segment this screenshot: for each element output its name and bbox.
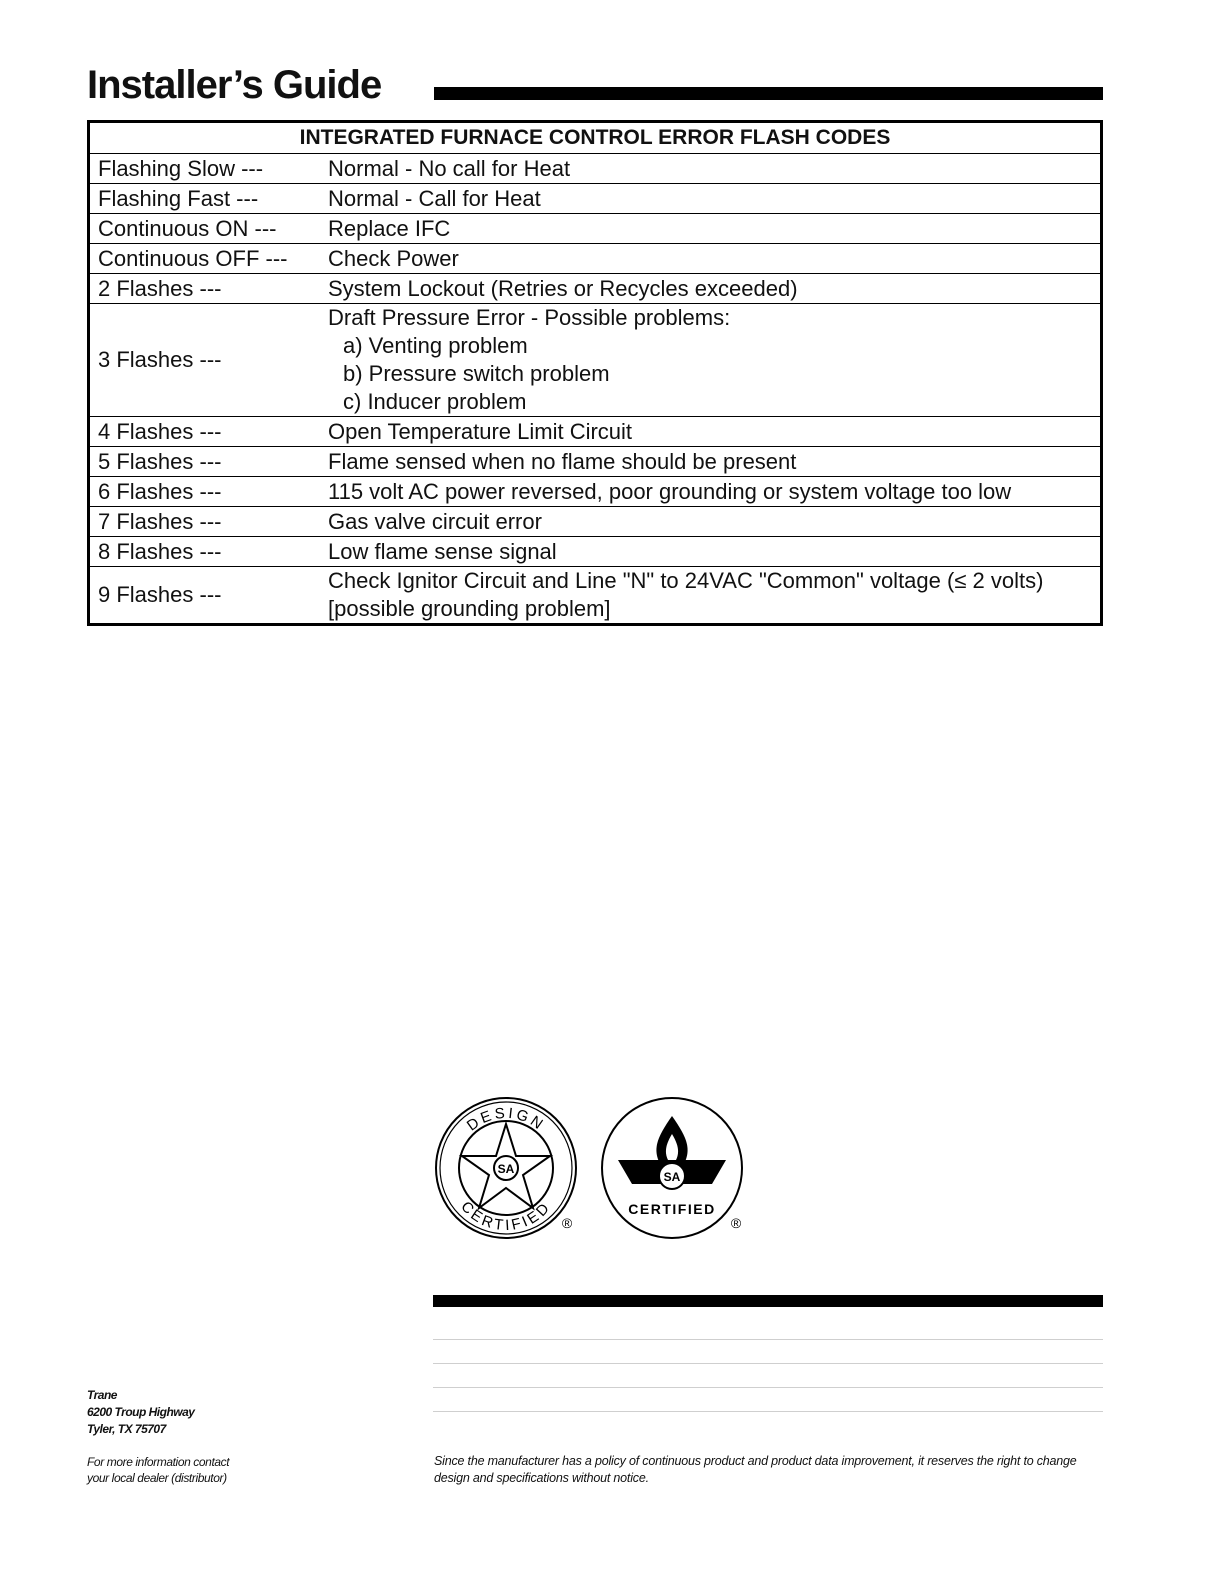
table-row <box>89 567 1102 625</box>
description-line: Check Power <box>328 245 459 271</box>
table-row <box>89 304 1102 417</box>
description-line: c) Inducer problem <box>343 389 527 414</box>
table-heading: INTEGRATED FURNACE CONTROL ERROR FLASH CODES <box>89 122 1102 154</box>
flash-code: Flashing Fast --- <box>89 184 321 214</box>
description-line: a) Venting problem <box>343 333 528 358</box>
contact-line: For more information contact <box>87 1455 230 1469</box>
footer-thin-rule <box>433 1387 1103 1388</box>
table-row <box>89 537 1102 567</box>
description-line: Gas valve circuit error <box>328 508 542 534</box>
svg-text:SA: SA <box>497 1162 515 1176</box>
svg-text:CERTIFIED: CERTIFIED <box>457 1198 555 1235</box>
csa-gas-certified-seal <box>600 1096 745 1241</box>
page-header <box>87 62 1103 108</box>
svg-text:®: ® <box>730 1215 742 1231</box>
company-city: Tyler, TX 75707 <box>87 1422 166 1436</box>
description-line: b) Pressure switch problem <box>343 361 610 386</box>
flash-description <box>320 507 1102 537</box>
flash-code: Continuous OFF --- <box>89 244 321 274</box>
table-row <box>89 214 1102 244</box>
footer-thin-rule <box>433 1363 1103 1364</box>
company-address <box>87 1387 194 1438</box>
footer-rule <box>433 1295 1103 1307</box>
table-row <box>89 447 1102 477</box>
description-line: Low flame sense signal <box>328 538 557 564</box>
flash-description <box>320 304 1102 417</box>
contact-note <box>87 1454 229 1486</box>
svg-text:CERTIFIED: CERTIFIED <box>628 1201 716 1217</box>
description-line: Normal - Call for Heat <box>328 185 541 211</box>
flash-code: 9 Flashes --- <box>89 567 321 625</box>
table-row <box>89 477 1102 507</box>
page-title: Installer’s Guide <box>87 63 382 107</box>
description-line: Flame sensed when no flame should be present <box>328 448 797 474</box>
description-line: Draft Pressure Error - Possible problems: <box>328 305 731 330</box>
csa-design-certified-seal <box>434 1096 579 1241</box>
description-line: System Lockout (Retries or Recycles exceeded) <box>328 275 798 301</box>
contact-line: your local dealer (distributor) <box>87 1471 227 1485</box>
flash-description <box>320 154 1102 184</box>
table-row <box>89 154 1102 184</box>
flash-description <box>320 184 1102 214</box>
svg-text:®: ® <box>561 1215 573 1231</box>
table-row <box>89 244 1102 274</box>
flash-code: 2 Flashes --- <box>89 274 321 304</box>
flash-code: Continuous ON --- <box>89 214 321 244</box>
flash-description <box>320 214 1102 244</box>
disclaimer-text: Since the manufacturer has a policy of continuous product and product data improvement, it reserves the right to change design and specifications without notice. <box>434 1454 1077 1485</box>
description-line: Normal - No call for Heat <box>328 155 571 181</box>
footer-thin-rule <box>433 1411 1103 1412</box>
flash-description <box>320 417 1102 447</box>
flash-description <box>320 567 1102 625</box>
description-line: Open Temperature Limit Circuit <box>328 418 633 444</box>
description-line: Replace IFC <box>328 215 451 241</box>
flash-code: 8 Flashes --- <box>89 537 321 567</box>
footer-thin-rule <box>433 1339 1103 1340</box>
company-street: 6200 Troup Highway <box>87 1405 195 1419</box>
flash-code: 5 Flashes --- <box>89 447 321 477</box>
flash-code: 6 Flashes --- <box>89 477 321 507</box>
description-line: Check Ignitor Circuit and Line "N" to 24VAC "Common" voltage (≤ 2 volts) <box>328 568 1044 593</box>
flash-code: Flashing Slow --- <box>89 154 321 184</box>
flash-description <box>320 274 1102 304</box>
flash-code: 4 Flashes --- <box>89 417 321 447</box>
table-row <box>89 417 1102 447</box>
table-row <box>89 507 1102 537</box>
svg-text:DESIGN: DESIGN <box>463 1104 549 1135</box>
table-row <box>89 274 1102 304</box>
flash-codes-table <box>87 120 1103 626</box>
flash-description <box>320 477 1102 507</box>
flash-description <box>320 537 1102 567</box>
flash-description <box>320 244 1102 274</box>
description-line: 115 volt AC power reversed, poor grounding or system voltage too low <box>328 478 1012 504</box>
table-row <box>89 184 1102 214</box>
company-name: Trane <box>87 1388 117 1402</box>
title-rule <box>434 87 1103 100</box>
description-line: [possible grounding problem] <box>328 596 611 621</box>
flash-description <box>320 447 1102 477</box>
certification-logos <box>434 1096 754 1241</box>
flash-code: 3 Flashes --- <box>89 304 321 417</box>
flash-code: 7 Flashes --- <box>89 507 321 537</box>
svg-text:SA: SA <box>663 1170 681 1184</box>
